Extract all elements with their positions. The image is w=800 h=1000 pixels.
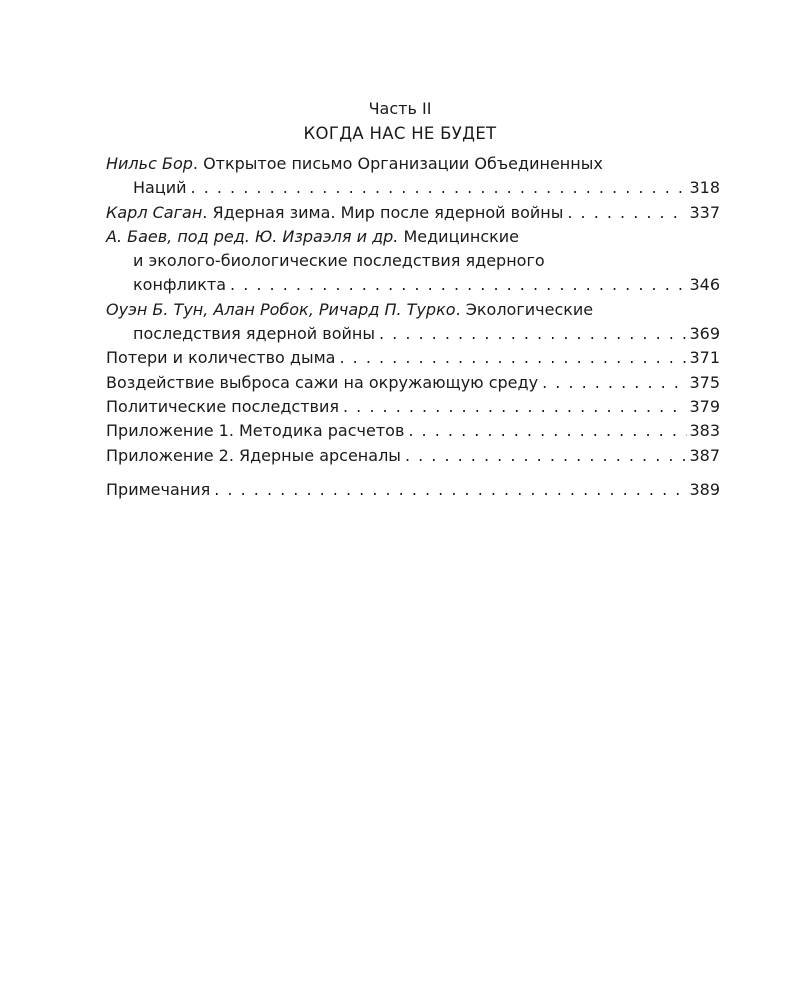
toc-leader-line (106, 201, 720, 225)
toc-leader-line (106, 273, 720, 297)
toc-leader-line (106, 322, 720, 346)
toc-entry-baev (106, 225, 720, 298)
toc-page-number: 318 (689, 178, 720, 198)
dot-leader (214, 478, 687, 502)
toc-title: . Открытое письмо Организации Объединенных (192, 154, 603, 173)
toc-page-number: 346 (689, 275, 720, 295)
toc-notes-title: Примечания (106, 479, 211, 499)
toc-author: Нильс Бор (106, 154, 193, 173)
dot-leader (405, 444, 688, 468)
dot-leader (408, 419, 687, 443)
toc-title: . Экологические (455, 299, 594, 319)
toc-subentry (106, 346, 720, 370)
toc-subentry-title: Потери и количество дыма (106, 348, 336, 368)
toc-author: Карл Саган (106, 202, 203, 222)
toc-title-continued: и эколого-биологические последствия ядерного (133, 251, 545, 271)
table-of-contents (106, 152, 720, 502)
toc-entry-line (106, 298, 720, 322)
toc-entry-sagan (106, 201, 720, 225)
toc-page-number: 337 (689, 202, 720, 222)
dot-leader (379, 322, 687, 346)
toc-page-number: 371 (689, 348, 720, 368)
toc-page-number: 369 (689, 324, 720, 344)
toc-title: . Ядерная зима. Мир после ядерной войны (202, 202, 564, 222)
toc-author: А. Баев, под ред. Ю. Израэля и др. (106, 226, 399, 246)
toc-subentry (106, 395, 720, 419)
toc-entry-bohr (106, 152, 720, 201)
dot-leader (567, 201, 687, 225)
toc-entry-text (106, 201, 567, 225)
toc-subentry-title: Политические последствия (106, 396, 339, 416)
toc-title-continued: последствия ядерной войны (133, 324, 375, 344)
toc-subentry (106, 371, 720, 395)
toc-title-continued: конфликта (133, 275, 227, 295)
toc-page-number: 383 (689, 421, 720, 441)
toc-subentry-title: Приложение 1. Методика расчетов (106, 421, 405, 441)
toc-page-number: 389 (689, 479, 720, 499)
toc-subentry-title: Воздействие выброса сажи на окружающую среду (106, 372, 539, 392)
dot-leader (542, 371, 687, 395)
toc-leader-line (106, 176, 720, 200)
toc-page-number: 379 (689, 396, 720, 416)
toc-subentry-title: Приложение 2. Ядерные арсеналы (106, 445, 401, 465)
spacer (106, 468, 720, 478)
dot-leader (230, 273, 687, 297)
toc-subentry (106, 419, 720, 443)
dot-leader (343, 395, 687, 419)
toc-author: Оуэн Б. Тун, Алан Робок, Ричард П. Турко (106, 299, 456, 319)
toc-entry-toon (106, 298, 720, 347)
toc-entry-line (106, 152, 720, 176)
part-label: Часть II (368, 99, 432, 118)
toc-title-continued: Наций (133, 178, 187, 198)
toc-subentry (106, 444, 720, 468)
toc-page-number: 375 (689, 372, 720, 392)
toc-title: Медицинские (398, 226, 520, 246)
part-title: КОГДА НАС НЕ БУДЕТ (303, 124, 497, 143)
toc-entry-notes (106, 478, 720, 502)
dot-leader (339, 346, 687, 370)
dot-leader (191, 176, 688, 200)
toc-entry-line (106, 225, 720, 249)
toc-page-number: 387 (689, 445, 720, 465)
